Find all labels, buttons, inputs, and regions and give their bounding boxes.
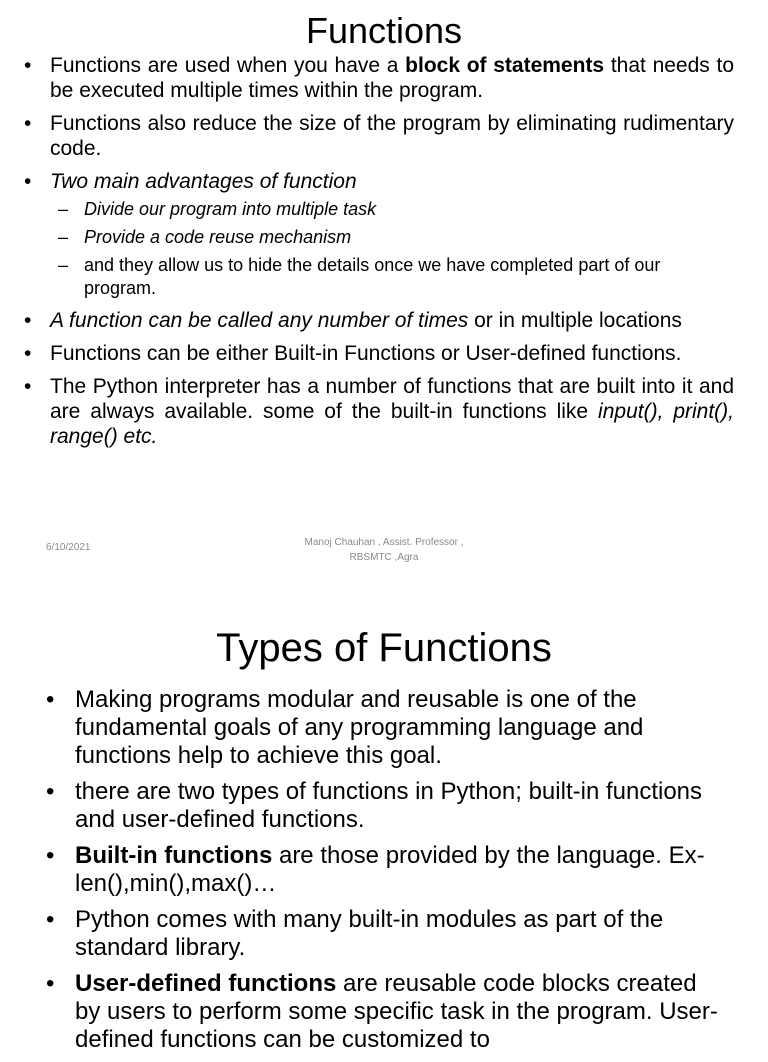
list-item bbox=[46, 970, 726, 1054]
italic-text: A function can be called any number of times bbox=[50, 309, 469, 332]
text: there are two types of functions in Python; built-in functions and user-defined functions. bbox=[75, 778, 703, 833]
list-item bbox=[24, 308, 734, 333]
slide-title: Types of Functions bbox=[216, 626, 552, 670]
list-item bbox=[24, 374, 734, 449]
sub-list-item bbox=[50, 254, 734, 300]
list-item bbox=[46, 906, 726, 962]
bullet-icon: • bbox=[46, 906, 55, 933]
text: The Python interpreter has a number of functions that are built into it and are always available. some of the built-in functions like bbox=[50, 375, 734, 423]
italic-text: Divide our program into multiple task bbox=[84, 199, 377, 219]
sub-list-item bbox=[50, 226, 734, 249]
bullet-icon: • bbox=[24, 170, 32, 193]
dash-icon: – bbox=[58, 255, 69, 275]
text: are those provided by the language. Ex- len(),min(),max()… bbox=[75, 842, 705, 897]
text: and they allow us to hide the details once we have completed part of our program. bbox=[84, 255, 661, 298]
bullet-icon: • bbox=[46, 842, 55, 869]
bullet-icon: • bbox=[24, 112, 32, 135]
list-item bbox=[24, 341, 734, 366]
italic-text: input(), print(), range() etc. bbox=[50, 400, 734, 448]
text: Functions also reduce the size of the program by eliminating rudimentary code. bbox=[50, 112, 734, 160]
italic-text: Two main advantages of function bbox=[50, 170, 357, 193]
list-item bbox=[24, 111, 734, 161]
list-item bbox=[46, 842, 726, 898]
bullet-icon: • bbox=[24, 375, 32, 398]
footer-date: 6/10/2021 bbox=[46, 542, 91, 553]
text: Python comes with many built-in modules as part of the standard library. bbox=[75, 906, 664, 961]
text: or in multiple locations bbox=[468, 309, 682, 332]
list-item bbox=[24, 169, 734, 300]
text: Functions can be either Built-in Functions or User-defined functions. bbox=[50, 342, 682, 365]
list-item bbox=[46, 686, 726, 770]
bullet-list bbox=[46, 686, 726, 1062]
footer-author-line: Manoj Chauhan , Assist. Professor , bbox=[304, 537, 464, 548]
footer-author-line: RBSMTC ,Agra bbox=[349, 552, 419, 563]
text: are reusable code blocks created by users to perform some specific task in the program. User-defined functions can be customized to bbox=[75, 970, 718, 1053]
slide-types-of-functions bbox=[0, 576, 768, 1053]
bullet-icon: • bbox=[24, 54, 32, 77]
italic-text: Provide a code reuse mechanism bbox=[84, 227, 352, 247]
footer-author bbox=[284, 535, 484, 565]
text: Functions are used when you have a bbox=[50, 54, 406, 77]
text: that needs to be executed multiple times within the program. bbox=[50, 54, 734, 102]
bold-text: block of statements bbox=[405, 54, 605, 77]
bold-text: Built-in functions bbox=[75, 842, 273, 869]
bullet-icon: • bbox=[24, 309, 32, 332]
list-item bbox=[46, 778, 726, 834]
bullet-icon: • bbox=[46, 970, 55, 997]
sub-list-item bbox=[50, 198, 734, 221]
bullet-icon: • bbox=[46, 686, 55, 713]
bullet-icon: • bbox=[24, 342, 32, 365]
sub-list bbox=[50, 198, 734, 300]
list-item bbox=[24, 53, 734, 103]
bullet-icon: • bbox=[46, 778, 55, 805]
dash-icon: – bbox=[58, 227, 69, 247]
text: Making programs modular and reusable is one of the fundamental goals of any programming language and functions help to achieve this goal. bbox=[75, 686, 644, 769]
slide-title: Functions bbox=[305, 10, 463, 51]
bold-text: User-defined functions bbox=[75, 970, 337, 997]
bullet-list bbox=[24, 53, 734, 457]
dash-icon: – bbox=[58, 199, 69, 219]
